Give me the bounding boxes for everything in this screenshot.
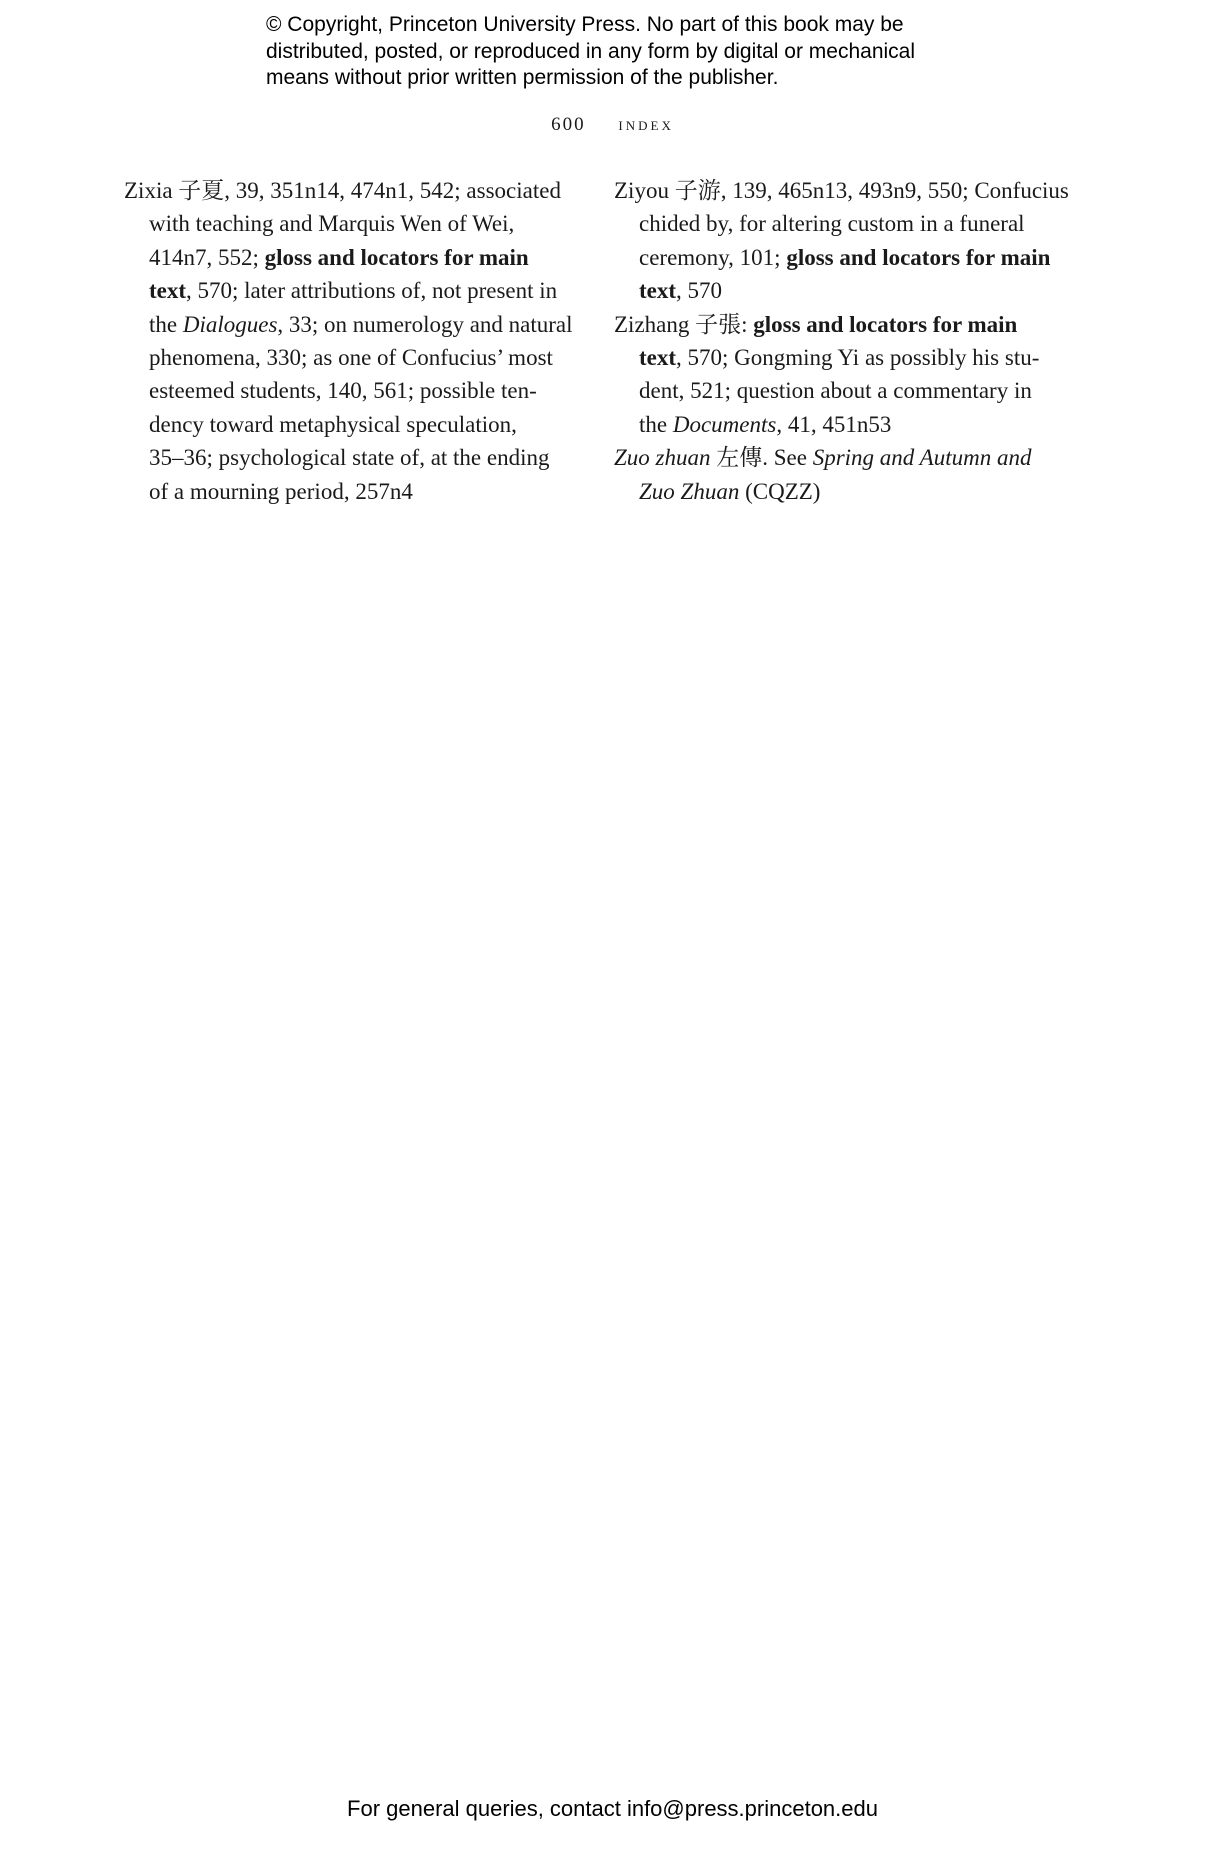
entry-text: dency toward metaphysical speculation, (149, 411, 517, 437)
entry-line (614, 408, 1064, 441)
entry-text: of a mourning period, 257n4 (149, 478, 413, 504)
entry-text-italic: Zuo Zhuan (639, 478, 740, 504)
page-number: 600 (551, 114, 586, 135)
entry-text: dent, 521; question about a commentary in (639, 378, 1032, 404)
entry-line (614, 274, 1064, 307)
index-column-right (614, 174, 1069, 508)
entry-text-italic: Spring and Autumn and (812, 445, 1032, 471)
entry-line (124, 241, 574, 274)
entry-text-bold: text (639, 345, 677, 371)
entry-text: chided by, for altering custom in a funeral (639, 211, 1025, 237)
index-entry-zixia (124, 174, 574, 508)
entry-line (614, 374, 1064, 407)
footer-text: For general queries, (347, 1796, 544, 1821)
entry-text: esteemed students, 140, 561; possible ten- (149, 378, 537, 404)
index-entry-zuo-zhuan (614, 441, 1064, 508)
copyright-notice (266, 12, 1026, 92)
entry-text: ceremony, 101; (639, 244, 787, 270)
entry-line (124, 174, 574, 207)
entry-text: with teaching and Marquis Wen of Wei, (149, 211, 515, 237)
entry-text: , 570; Gongming Yi as possibly his stu- (676, 345, 1040, 371)
entry-text: the (149, 311, 183, 337)
running-head (0, 114, 1225, 136)
entry-line (124, 441, 574, 474)
entry-text-bold: text (639, 278, 677, 304)
entry-text: (CQZZ) (739, 478, 821, 504)
copyright-line: distributed, posted, or reproduced in any form by digital or mechanical (266, 39, 916, 63)
entry-text: phenomena, 330; as one of Confucius’ most (149, 345, 553, 371)
entry-text: , 33; on numerology and natural (277, 311, 573, 337)
entry-line (614, 207, 1064, 240)
index-entry-ziyou (614, 174, 1069, 308)
index-entry-zizhang (614, 308, 1064, 442)
entry-line (124, 408, 574, 441)
entry-text: , 41, 451n53 (776, 411, 892, 437)
entry-text-bold: text (149, 278, 187, 304)
entry-text-bold: gloss and locators for main (264, 244, 529, 270)
entry-text-italic: Dialogues (182, 311, 278, 337)
entry-line (124, 207, 574, 240)
entry-line (614, 308, 1064, 341)
entry-text: Ziyou 子游, 139, 465n13, 493n9, 550; Confucius (614, 178, 1069, 203)
entry-text: Zizhang 子張: (614, 311, 754, 337)
entry-text: 35–36; psychological state of, at the ending (149, 445, 550, 471)
entry-text: the (639, 411, 673, 437)
entry-text: 左傳. See (710, 445, 813, 471)
entry-text-italic: Documents (672, 411, 777, 437)
index-column-left (124, 174, 574, 508)
entry-text-bold: gloss and locators for main (786, 244, 1051, 270)
entry-line (614, 441, 1064, 474)
copyright-line: means without prior written permission of the publisher. (266, 66, 779, 89)
entry-line (614, 475, 1064, 508)
entry-line (124, 475, 574, 508)
entry-line (124, 274, 574, 307)
entry-text-italic: Zuo zhuan (614, 445, 711, 471)
footer-contact (0, 1796, 1225, 1822)
entry-line (124, 308, 574, 341)
entry-text-bold: gloss and locators for main (753, 311, 1018, 337)
entry-line (614, 241, 1064, 274)
footer-email-text: contact info@press.princeton.edu (549, 1796, 878, 1821)
entry-line (124, 374, 574, 407)
entry-text: , 570; later attributions of, not present in (186, 278, 558, 304)
entry-text: Zixia 子夏, 39, 351n14, 474n1, 542; associated (124, 178, 561, 203)
entry-line (614, 341, 1064, 374)
entry-text: 414n7, 552; (149, 244, 265, 270)
entry-line (124, 341, 574, 374)
entry-line (614, 174, 1069, 207)
entry-text: , 570 (676, 278, 723, 304)
section-title: index (618, 114, 674, 135)
copyright-line: © Copyright, Princeton University Press. No part of this book may be (266, 13, 904, 36)
